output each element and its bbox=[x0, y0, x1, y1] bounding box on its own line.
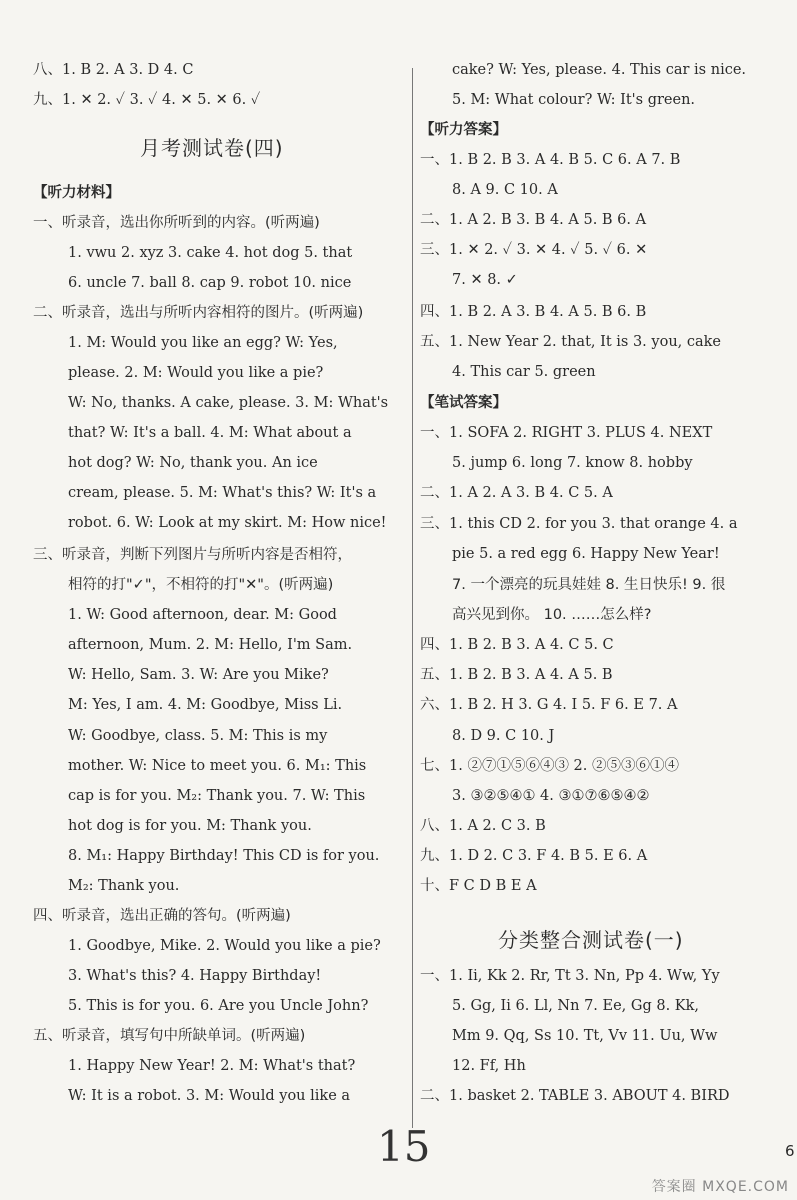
answer-line-left: W: Goodbye, class. 5. M: This is my bbox=[68, 728, 328, 744]
column-divider bbox=[412, 68, 413, 1128]
section-title-monthly-test-4: 月考测试卷(四) bbox=[140, 136, 284, 160]
answer-line-right: 三、1. ✕ 2. ✓ 3. ✕ 4. ✓ 5. ✓ 6. ✕ bbox=[420, 242, 648, 258]
answer-line-right: 一、1. B 2. B 3. A 4. B 5. C 6. A 7. B bbox=[420, 152, 681, 168]
answer-line-left: 1. Goodbye, Mike. 2. Would you like a pie? bbox=[68, 938, 381, 954]
answer-line-right: 五、1. B 2. B 3. A 4. A 5. B bbox=[420, 667, 613, 683]
answer-line-left: cap is for you. M₂: Thank you. 7. W: This bbox=[68, 788, 366, 804]
answer-line-left: 8. M₁: Happy Birthday! This CD is for you. bbox=[68, 848, 380, 864]
answer-line-left: 二、听录音，选出与所听内容相符的图片。(听两遍) bbox=[33, 305, 364, 321]
answer-line-left: robot. 6. W: Look at my skirt. M: How nice! bbox=[68, 515, 387, 531]
answer-line-right: 一、1. SOFA 2. RIGHT 3. PLUS 4. NEXT bbox=[420, 425, 713, 441]
answer-line-right: 六、1. B 2. H 3. G 4. I 5. F 6. E 7. A bbox=[420, 697, 678, 713]
handwritten-page-mark: 15 bbox=[377, 1122, 431, 1171]
answer-line-right: 七、1. ②⑦①⑤⑥④③ 2. ②⑤③⑥①④ bbox=[420, 758, 679, 774]
answer-line-right: 三、1. this CD 2. for you 3. that orange 4. a bbox=[420, 516, 738, 532]
answer-line-right: 四、1. B 2. B 3. A 4. C 5. C bbox=[420, 637, 614, 653]
answer-line-left: W: Hello, Sam. 3. W: Are you Mike? bbox=[68, 667, 329, 683]
answer-line-left: W: It is a robot. 3. M: Would you like a bbox=[68, 1088, 351, 1104]
answer-line-right: pie 5. a red egg 6. Happy New Year! bbox=[452, 546, 720, 562]
answer-line-left: 5. This is for you. 6. Are you Uncle John? bbox=[68, 998, 369, 1014]
answer-line-left: M₂: Thank you. bbox=[68, 878, 180, 894]
answer-line-left: 1. W: Good afternoon, dear. M: Good bbox=[68, 607, 337, 623]
answer-line-left: hot dog? W: No, thank you. An ice bbox=[68, 455, 318, 471]
answer-line-left: mother. W: Nice to meet you. 6. M₁: This bbox=[68, 758, 367, 774]
answer-line-left: 五、听录音，填写句中所缺单词。(听两遍) bbox=[33, 1028, 306, 1044]
answer-line-right: 3. ③②⑤④① 4. ③①⑦⑥⑤④② bbox=[452, 788, 650, 804]
answer-line-right: 4. This car 5. green bbox=[452, 364, 596, 380]
answer-line-right: cake? W: Yes, please. 4. This car is nice. bbox=[452, 62, 747, 78]
answer-line-right: 二、1. basket 2. TABLE 3. ABOUT 4. BIRD bbox=[420, 1088, 730, 1104]
answer-line-right: 5. M: What colour? W: It's green. bbox=[452, 92, 696, 108]
answer-line-right: 5. Gg, Ii 6. Ll, Nn 7. Ee, Gg 8. Kk, bbox=[452, 998, 700, 1014]
watermark-logo: 答案圈 MXQE.COM bbox=[651, 1179, 789, 1195]
answer-line-right: 八、1. A 2. C 3. B bbox=[420, 818, 546, 834]
answer-line-right: 二、1. A 2. A 3. B 4. C 5. A bbox=[420, 485, 613, 501]
answer-line-right: 四、1. B 2. A 3. B 4. A 5. B 6. B bbox=[420, 304, 647, 320]
answer-line-left: 3. What's this? 4. Happy Birthday! bbox=[68, 968, 322, 984]
answer-line-left: 一、听录音，选出你所听到的内容。(听两遍) bbox=[33, 215, 320, 231]
answer-line-right: 5. jump 6. long 7. know 8. hobby bbox=[452, 455, 693, 471]
answer-line-left: 1. M: Would you like an egg? W: Yes, bbox=[68, 335, 338, 351]
page-number: 6 bbox=[785, 1142, 795, 1160]
answer-line-right: Mm 9. Qq, Ss 10. Tt, Vv 11. Uu, Ww bbox=[452, 1028, 718, 1044]
answer-line-left: please. 2. M: Would you like a pie? bbox=[68, 365, 324, 381]
answer-line-right: 【笔试答案】 bbox=[420, 395, 507, 411]
answer-line-left: 八、1. B 2. A 3. D 4. C bbox=[33, 62, 194, 78]
answer-line-left: 三、听录音，判断下列图片与所听内容是否相符， bbox=[33, 547, 352, 563]
answer-line-left: 【听力材料】 bbox=[33, 185, 120, 201]
answer-line-right: 高兴见到你。 10. ……怎么样? bbox=[452, 607, 652, 623]
answer-line-right: 7. 一个漂亮的玩具娃娃 8. 生日快乐! 9. 很 bbox=[452, 577, 726, 593]
answer-line-left: hot dog is for you. M: Thank you. bbox=[68, 818, 312, 834]
section-title-category-test-1: 分类整合测试卷(一) bbox=[498, 928, 684, 952]
answer-line-right: 7. ✕ 8. ✓ bbox=[452, 272, 518, 288]
answer-line-right: 【听力答案】 bbox=[420, 122, 507, 138]
answer-line-right: 二、1. A 2. B 3. B 4. A 5. B 6. A bbox=[420, 212, 647, 228]
answer-line-left: afternoon, Mum. 2. M: Hello, I'm Sam. bbox=[68, 637, 353, 653]
answer-line-left: M: Yes, I am. 4. M: Goodbye, Miss Li. bbox=[68, 697, 343, 713]
answer-line-left: W: No, thanks. A cake, please. 3. M: What's bbox=[68, 395, 389, 411]
answer-line-right: 12. Ff, Hh bbox=[452, 1058, 526, 1074]
answer-line-left: 四、听录音，选出正确的答句。(听两遍) bbox=[33, 908, 291, 924]
answer-line-left: 九、1. ✕ 2. ✓ 3. ✓ 4. ✕ 5. ✕ 6. ✓ bbox=[33, 92, 261, 108]
answer-line-right: 九、1. D 2. C 3. F 4. B 5. E 6. A bbox=[420, 848, 648, 864]
answer-line-right: 十、F C D B E A bbox=[420, 878, 537, 894]
answer-line-left: that? W: It's a ball. 4. M: What about a bbox=[68, 425, 352, 441]
answer-line-left: cream, please. 5. M: What's this? W: It's a bbox=[68, 485, 377, 501]
answer-line-left: 相符的打"✓"，不相符的打"✕"。(听两遍) bbox=[68, 577, 334, 593]
answer-line-right: 8. A 9. C 10. A bbox=[452, 182, 558, 198]
answer-line-left: 1. Happy New Year! 2. M: What's that? bbox=[68, 1058, 356, 1074]
answer-line-right: 8. D 9. C 10. J bbox=[452, 728, 555, 744]
answer-line-left: 1. vwu 2. xyz 3. cake 4. hot dog 5. that bbox=[68, 245, 353, 261]
answer-line-right: 五、1. New Year 2. that, It is 3. you, cake bbox=[420, 334, 722, 350]
answer-line-left: 6. uncle 7. ball 8. cap 9. robot 10. nice bbox=[68, 275, 352, 291]
answer-line-right: 一、1. Ii, Kk 2. Rr, Tt 3. Nn, Pp 4. Ww, Yy bbox=[420, 968, 720, 984]
